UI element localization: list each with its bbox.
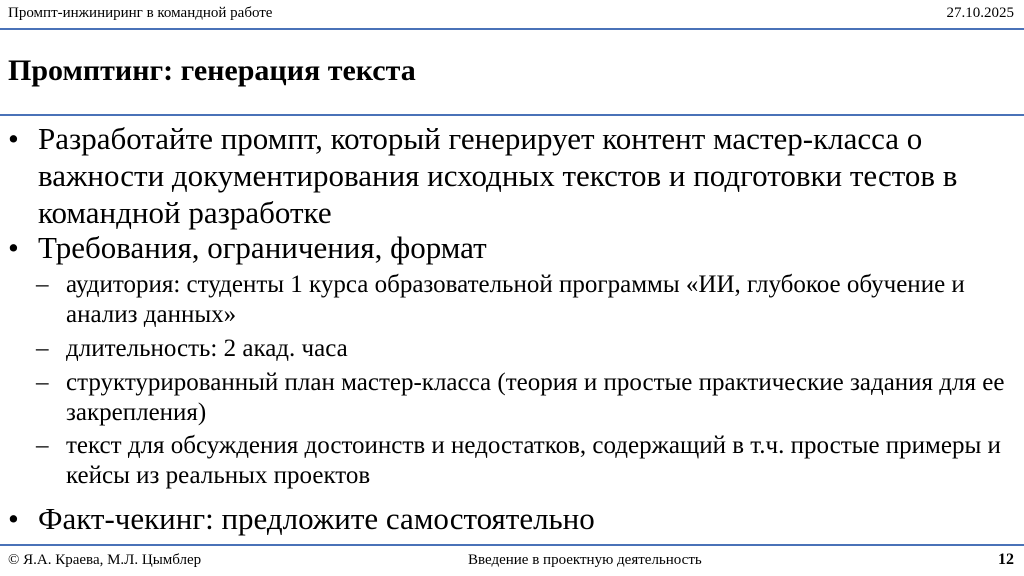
slide-title: Промптинг: генерация текста [8,54,416,87]
sub-bullet-text: аудитория: студенты 1 курса образовательной программы «ИИ, глубокое обучение и анализ данных» [66,271,965,328]
bullet-marker: • [8,121,19,156]
slide-footer [0,544,1024,576]
course-title: Промпт-инжиниринг в командной работе [8,5,273,21]
sub-bullet-text: длительность: 2 акад. часа [66,335,348,362]
bullet-item [8,500,1014,537]
sub-bullet-marker: – [36,432,49,459]
slide-header [0,0,1024,30]
bullet-item [8,120,1014,231]
sub-bullet-marker: – [36,271,49,298]
bullet-marker: • [8,230,19,265]
footer-authors: © Я.А. Краева, М.Л. Цымблер [8,552,202,568]
page-number: 12 [998,551,1014,568]
bullet-item [8,229,1014,266]
footer-course-name: Введение в проектную деятельность [468,552,702,568]
slide-content [0,118,1024,543]
bullet-text: Разработайте промпт, который генерирует контент мастер-класса о важности документирования исходных текстов и подготовки тестов в командной разработке [38,121,958,230]
title-bar [0,30,1024,116]
sub-bullet-text: текст для обсуждения достоинств и недостатков, содержащий в т.ч. простые примеры и кейсы из реальных проектов [66,432,1001,489]
sub-bullet-marker: – [36,335,49,362]
sub-bullet-item [36,270,1006,330]
bullet-marker: • [8,501,19,536]
sub-bullet-item [36,368,1006,428]
bullet-text: Требования, ограничения, формат [38,230,487,265]
bullet-text: Факт-чекинг: предложите самостоятельно [38,501,595,536]
sub-bullet-item [36,334,1006,364]
sub-bullet-marker: – [36,369,49,396]
sub-bullet-item [36,431,1006,491]
slide-date: 27.10.2025 [946,5,1014,21]
sub-bullet-text: структурированный план мастер-класса (теория и простые практические задания для ее закрепления) [66,369,1005,426]
